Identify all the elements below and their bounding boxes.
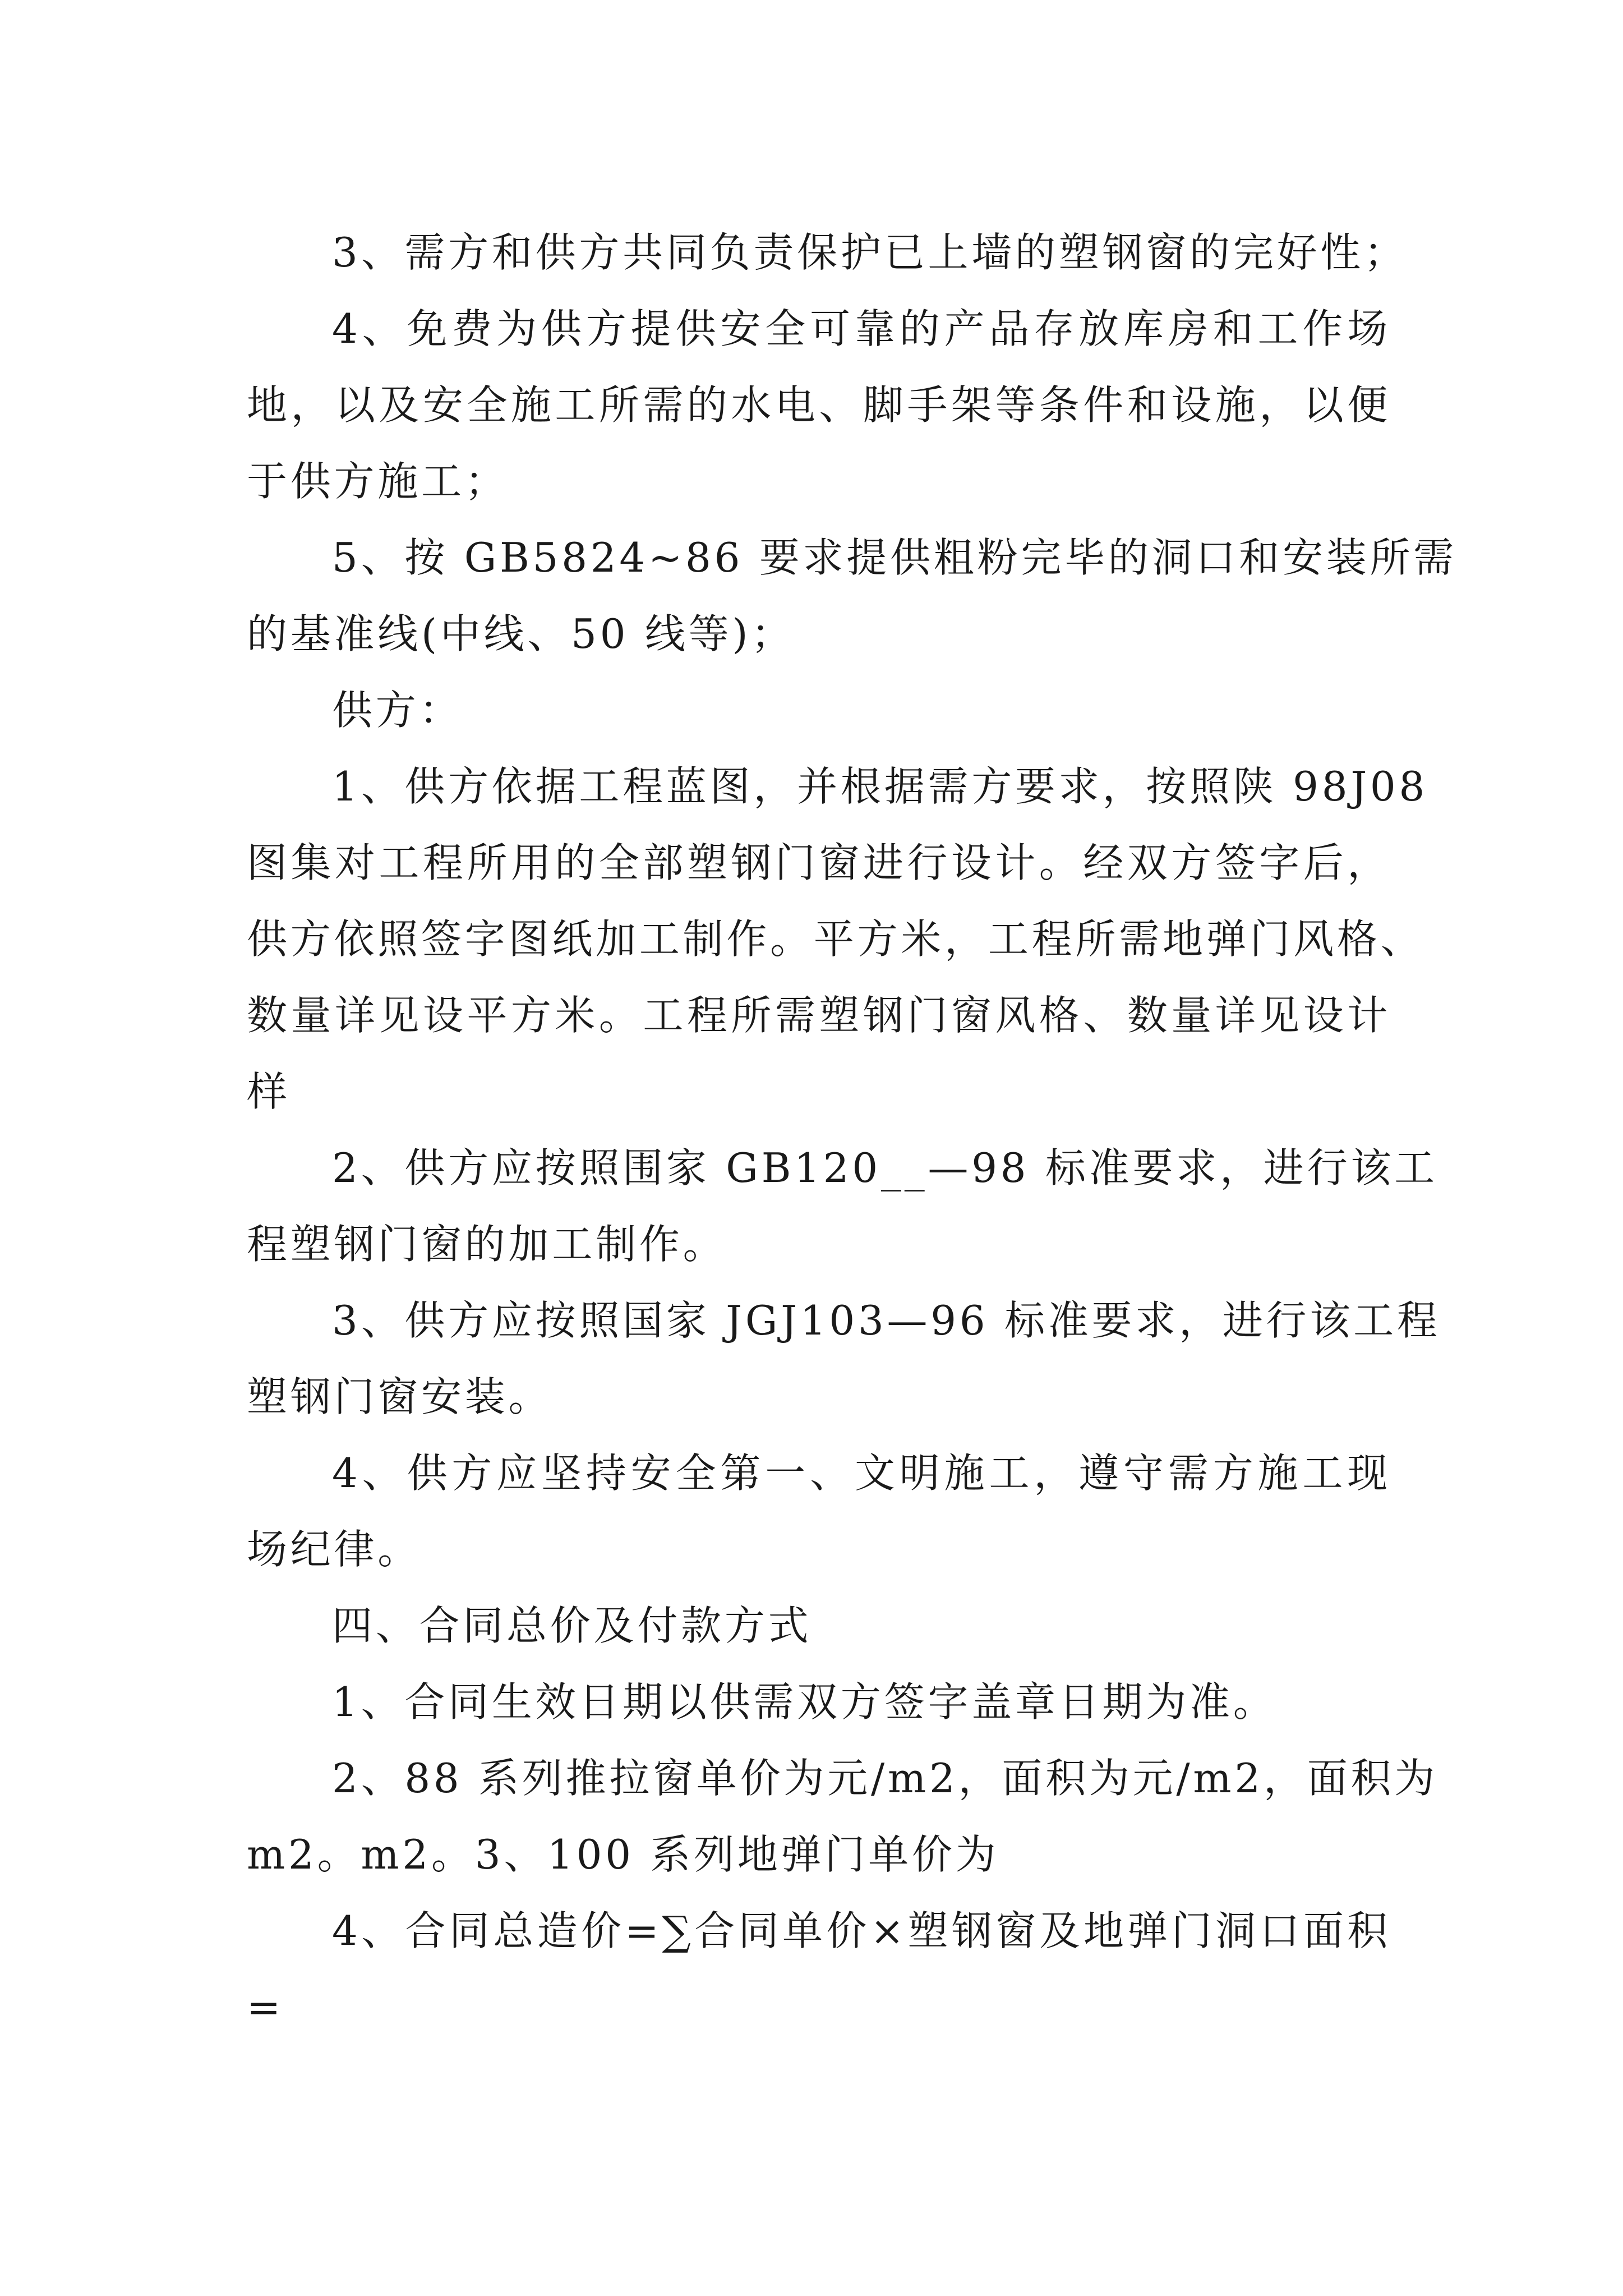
paragraph-line: 的基准线(中线、50 线等)； — [247, 610, 795, 657]
paragraph-line: 4、供方应坚持安全第一、文明施工，遵守需方施工现 — [332, 1450, 1391, 1497]
paragraph-line: 2、供方应按照围家 GB120__—98 标准要求，进行该工 — [332, 1144, 1438, 1191]
paragraph-line: 样 — [247, 1068, 291, 1115]
section-heading: 四、合同总价及付款方式 — [332, 1602, 812, 1649]
paragraph-line: 4、免费为供方提供安全可靠的产品存放库房和工作场 — [332, 305, 1391, 352]
paragraph-line: 供方依照签字图纸加工制作。平方米，工程所需地弹门风格、 — [247, 915, 1424, 963]
paragraph-line: 于供方施工； — [247, 458, 509, 505]
paragraph-line: 3、需方和供方共同负责保护已上墙的塑钢窗的完好性； — [332, 229, 1408, 276]
paragraph-line: 地，以及安全施工所需的水电、脚手架等条件和设施，以便 — [247, 381, 1391, 429]
paragraph-line: 图集对工程所用的全部塑钢门窗进行设计。经双方签字后， — [247, 839, 1391, 886]
paragraph-line: 塑钢门窗安装。 — [247, 1373, 552, 1420]
paragraph-line: 数量详见设平方米。工程所需塑钢门窗风格、数量详见设计 — [247, 992, 1391, 1039]
paragraph-line: 2、88 系列推拉窗单价为元/m2，面积为元/m2，面积为 — [332, 1755, 1438, 1802]
section-heading: 供方： — [332, 687, 463, 734]
paragraph-line: m2。m2。3、100 系列地弹门单价为 — [247, 1831, 999, 1878]
document-page — [247, 214, 1457, 2045]
paragraph-line: 5、按 GB5824~86 要求提供粗粉完毕的洞口和安装所需 — [332, 534, 1457, 581]
paragraph-line: 场纪律。 — [247, 1526, 422, 1573]
paragraph-line: = — [247, 1984, 284, 2031]
paragraph-line: 程塑钢门窗的加工制作。 — [247, 1221, 727, 1268]
paragraph-line: 1、合同生效日期以供需双方签字盖章日期为准。 — [332, 1678, 1277, 1726]
paragraph-line: 1、供方依据工程蓝图，并根据需方要求，按照陕 98J08 — [332, 763, 1428, 810]
paragraph-line: 3、供方应按照国家 JGJ103—96 标准要求，进行该工程 — [332, 1297, 1441, 1344]
paragraph-line: 4、合同总造价=∑合同单价×塑钢窗及地弹门洞口面积 — [332, 1907, 1391, 1954]
